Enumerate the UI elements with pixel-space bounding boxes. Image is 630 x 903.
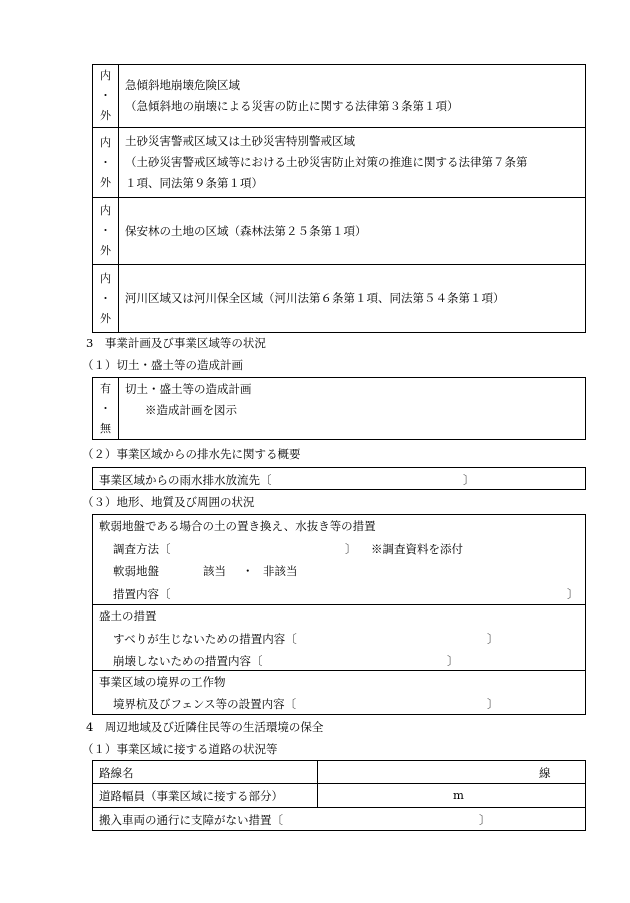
- survey-label[interactable]: 調査方法〔: [113, 542, 171, 556]
- width-label: 道路幅員（事業区域に接する部分）: [99, 789, 283, 803]
- section4-1-heading: （１）事業区域に接する道路の状況等: [82, 742, 278, 756]
- divider: [93, 670, 585, 671]
- section3-3-heading: （３）地形、地質及び周囲の状況: [82, 495, 255, 509]
- soft-ground-title: 軟弱地盤である場合の土の置き換え、水抜き等の措置: [99, 519, 376, 533]
- divider: [93, 807, 585, 808]
- zone-marks[interactable]: 内 ・ 外: [93, 265, 119, 333]
- fence-label[interactable]: 境界杭及びフェンス等の設置内容〔: [113, 697, 297, 711]
- width-unit[interactable]: m: [453, 788, 464, 802]
- zone-row: [93, 65, 586, 128]
- zone-title: 急傾斜地崩壊危険区域: [125, 78, 240, 92]
- zone-content: [119, 65, 586, 128]
- vehicle-close: 〕: [479, 813, 491, 827]
- drainage-label: 事業区域からの雨水排水放流先〔: [99, 473, 272, 487]
- zone-row: [93, 128, 586, 198]
- route-unit[interactable]: 線: [539, 766, 551, 780]
- section3-heading: 3 事業計画及び事業区域等の状況: [86, 336, 266, 350]
- collapse-label[interactable]: 崩壊しないための措置内容〔: [113, 654, 263, 668]
- zone-content: [119, 128, 586, 198]
- vehicle-label[interactable]: 搬入車両の通行に支障がない措置〔: [99, 813, 283, 827]
- boundary-title: 事業区域の境界の工作物: [99, 675, 226, 689]
- fill-title: 盛土の措置: [99, 609, 157, 623]
- fence-close: 〕: [487, 697, 499, 711]
- measure-label[interactable]: 措置内容〔: [113, 587, 171, 601]
- zone-row: [93, 198, 586, 265]
- terrain-box: [92, 514, 586, 715]
- zone-law: （急傾斜地の崩壊による災害の防止に関する法律第３条第１項）: [125, 99, 459, 113]
- route-label: 路線名: [99, 766, 134, 780]
- grading-marks[interactable]: 有 ・ 無: [93, 378, 119, 440]
- survey-close: 〕: [345, 542, 357, 556]
- slip-label[interactable]: すべりが生じないための措置内容〔: [113, 632, 297, 646]
- drainage-box[interactable]: [92, 467, 586, 490]
- zone-content: [119, 265, 586, 333]
- grading-title: 切土・盛土等の造成計画: [125, 382, 252, 396]
- section4-heading: 4 周辺地域及び近隣住民等の生活環境の保全: [86, 720, 324, 734]
- soft-ground-no[interactable]: 非該当: [263, 564, 298, 578]
- soft-ground-dot: ・: [242, 564, 254, 578]
- soft-ground-label: 軟弱地盤: [113, 564, 159, 578]
- divider: [93, 604, 585, 605]
- zone-content: [119, 198, 586, 265]
- grading-note: ※造成計画を図示: [145, 403, 237, 417]
- slip-close: 〕: [487, 632, 499, 646]
- soft-ground-yes[interactable]: 該当: [203, 564, 226, 578]
- zone-title: 土砂災害警戒区域又は土砂災害特別警戒区域: [125, 134, 355, 148]
- road-box: [92, 760, 586, 831]
- zone-row: [93, 265, 586, 333]
- grading-plan-table: [92, 377, 586, 440]
- zone-title: 保安林の土地の区域（森林法第２５条第１項）: [125, 223, 367, 238]
- collapse-close: 〕: [447, 654, 459, 668]
- zone-marks[interactable]: 内 ・ 外: [93, 128, 119, 198]
- zone-title: 河川区域又は河川保全区域（河川法第６条第１項、同法第５４条第１項）: [125, 291, 505, 305]
- section3-2-heading: （２）事業区域からの排水先に関する概要: [82, 447, 301, 461]
- drainage-close: 〕: [463, 473, 475, 487]
- zone-marks[interactable]: 内 ・ 外: [93, 198, 119, 265]
- zone-law: １項、同法第９条第１項）: [125, 176, 263, 190]
- survey-note: ※調査資料を添付: [371, 542, 463, 556]
- zone-marks[interactable]: 内 ・ 外: [93, 65, 119, 128]
- divider: [93, 783, 585, 784]
- zone-table: [92, 64, 586, 333]
- measure-close: 〕: [567, 587, 579, 601]
- grading-content: [119, 378, 586, 440]
- divider: [317, 761, 318, 807]
- zone-law: （土砂災害警戒区域等における土砂災害防止対策の推進に関する法律第７条第: [125, 155, 528, 169]
- section3-1-heading: （１）切土・盛土等の造成計画: [82, 358, 243, 372]
